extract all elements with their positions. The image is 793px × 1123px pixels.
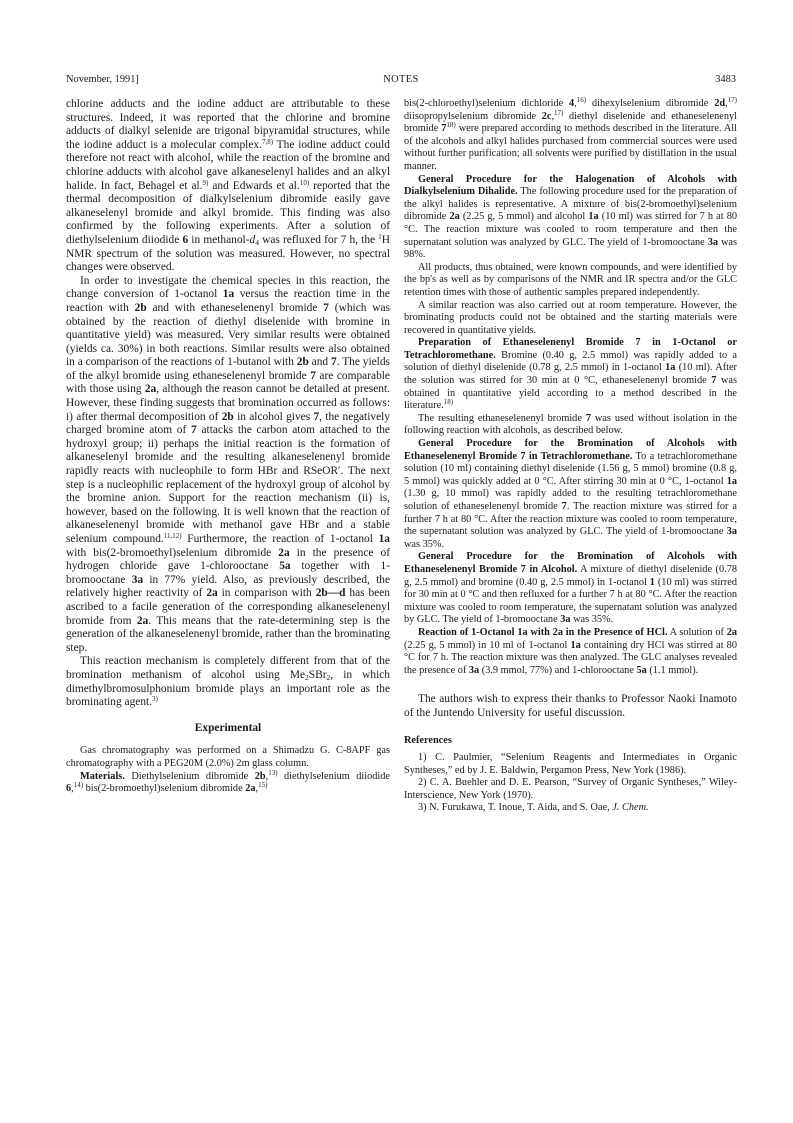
bold-text: 2b — [254, 770, 266, 782]
bold-text: 7 — [313, 410, 320, 423]
bold-text: 2c — [541, 110, 552, 122]
reference-item: 2) C. A. Buehler and D. E. Pearson, “Survey of Organic Syntheses,” Wiley-Interscience, New York (1970). — [404, 777, 737, 801]
header-section: NOTES — [383, 74, 419, 85]
superscript: 14) — [73, 781, 84, 790]
bold-text: 5a — [279, 560, 291, 573]
bold-text: 6 — [182, 233, 189, 246]
bold-text: Materials. — [80, 770, 125, 782]
bold-text: 1a — [570, 639, 581, 651]
bold-text: 7 — [441, 123, 447, 135]
paragraph: General Procedure for the Bromination of Alcohols with Ethaneselenenyl Bromide 7 in Tetrachloromethane. To a tetrachloromethane solution (10 ml) containing diethyl diselenide (1.56 g, 5 mmol) bromine (0.8 g, 5 mmol) was quickly added at 0 °C. After stirring 30 min at 0 °C, 1-octanol 1a (1.30 g, 10 mmol) was rapidly added to the resulting tetrachloromethane solution of ethaneselenenyl bromide 7. The reaction mixture was stirred for a further 7 h at 80 °C. After the reaction mixture was cooled to room temperature, the supernatant solution was analyzed by GLC. The yield of 1-bromooctane 3a was 35%. — [404, 438, 737, 550]
subscript: 4 — [255, 237, 259, 247]
paragraph: chlorine adducts and the iodine adduct are attributable to these structures. Indeed, it was reported that the chlorine and bromine adducts of dialkyl selenide are trigonal bipyramidal structures, while the iodine adduct is a molecular complex.$^{7,8)}$ The iodine adduct could therefore not react with alcohol, while the reaction of the bromine and chlorine adducts with alcohol gave alkaneselenyl halides and an alkyl halide. In fact, Behagel et al.$^{9)}$ and Edwards et al.$^{10)}$ reported that the thermal decomposition of dialkylselenium dibromide easily gave alkaneselenyl bromide and alkyl bromide. This finding was also confirmed by the following experiments. After a solution of diethylselenium diiodide 6 in methanol-$d_4$ was refluxed for 7 h, the $^1$H NMR spectrum of the solution was measured. However, no spectral changes were observed. — [66, 98, 390, 274]
superscript: 11,12) — [163, 532, 182, 540]
bold-text: 2a — [206, 587, 218, 600]
paragraph: All products, thus obtained, were known compounds, and were identified by the bp's as well as by comparisons of the NMR and IR spectra and/or the GLC retention times with those of authentic samples prepared independently. — [404, 261, 737, 298]
paragraph: Reaction of 1-Octanol 1a with 2a in the Presence of HCl. A solution of 2a (2.25 g, 5 mmol) in 10 ml of 1-octanol 1a containing dry HCl was stirred at 80 °C for 7 h. The reaction mixture was then analyzed. The GLC analyses revealed the presence of 3a (3.9 mmol, 77%) and 1-chlorooctane 5a (1.1 mmol). — [404, 626, 738, 676]
section-title-experimental: Experimental — [194, 721, 262, 734]
bold-text: 2a — [144, 383, 157, 396]
bold-text: 2b — [296, 356, 309, 369]
bold-text: Reaction of 1-Octanol 1a with 2a in the Presence of HCl. — [418, 626, 668, 638]
subscript: 2 — [326, 672, 331, 682]
references-title: References — [404, 734, 452, 746]
bold-text: General Procedure for the Halogenation of Alcohols with Dialkylselenium Dihalide. — [404, 173, 737, 198]
paragraph: This reaction mechanism is completely different from that of the bromination methanism of alcohol using $Me_2SBr_2$, in which dimethylbromosulphonium bromide plays an important role as the brominating agent.$^{3)}$ — [66, 655, 390, 709]
superscript: 9) — [202, 178, 209, 187]
superscript: 18) — [443, 398, 454, 407]
bold-text: 6 — [66, 783, 72, 795]
bold-text: 1a — [726, 475, 737, 487]
superscript: 17) — [727, 96, 737, 104]
paragraph: In order to investigate the chemical species in this reaction, the change conversion of 1-octanol 1a versus the reaction time in the reaction with 2b and with ethaneselenenyl bromide 7 (which was obtained by the reaction of diethyl diselenide with bromine in quantitative yield) was measured. Very similar results were obtained (yields ca. 30%) in both reactions. Similar results were also obtained in a comparison of the reactions of 1-butanol with 2b and 7. The yields of the alkyl bromide using ethaneselenenyl bromide 7 are comparable with those using 2a, although the reason cannot be detailed at present. However, these finding suggests that bromination occurred as follows: i) after thermal decomposition of 2b in alcohol gives 7, the negatively charged bromine atom of 7 attacks the carbon atom attached to the hydroxyl group; ii) perhaps the initial reaction is the formation of alkaneselenyl bromide and the resulting alkaneselenenyl bromide rapidly reacts with nucleophile to form HBr and RSeOR′. The next step is a nucleophilic replacement of the hydroxyl group of alcohol by the bromine anion. Support for the reaction mechanism (ii) is, however, based on the following. It is well known that the reaction of alkaneselenenyl bromide with methanol gave HBr and a stable selenium compound.$^{11,12)}$ Furthermore, the reaction of 1-octanol 1a with bis(2-bromoethyl)selenium dibromide 2a in the presence of hydrogen chloride gave 1-chlorooctane 5a together with 1-bromooctane 3a in 77% yield. Also, as previously described, the relatively higher reactivity of 2a in comparison with 2b—d has been ascribed to a facile generation of the corresponding alkaneselenenyl bromide from 2a. This means that the rate-determining step is the generation of the alkaneselenenyl bromide, rather than the brominating step. — [66, 274, 390, 654]
superscript: 7,8) — [261, 137, 274, 146]
bold-text: 2a — [278, 546, 290, 559]
bold-text: 7 — [330, 356, 337, 369]
bold-text: 5a — [636, 664, 647, 676]
superscript: 16) — [576, 96, 587, 104]
paragraph: Materials. Diethylselenium dibromide 2b,$^{13)}$ diethylselenium diiodide 6,$^{14)}$ bis(2-bromoethyl)selenium dibromide 2a,$^{15)}$ — [66, 768, 391, 795]
bold-text: 4 — [569, 98, 575, 109]
bold-text: 1a — [665, 362, 676, 374]
bold-text: 7 — [323, 301, 329, 314]
bold-text: Preparation of Ethaneselenenyl Bromide 7 in 1-Octanol or Tetrachloromethane. — [404, 337, 737, 361]
bold-text: 1a — [378, 533, 390, 545]
bold-text: 3a — [726, 526, 737, 538]
running-head — [66, 74, 736, 88]
superscript: 15) — [258, 781, 268, 790]
paragraph: A similar reaction was also carried out at room temperature. However, the brominating products could not be obtained and the starting materials were recovered in quantitative yields. — [404, 299, 737, 336]
subscript: 2 — [305, 672, 309, 682]
bold-text: General Procedure for the Bromination of Alcohols with Ethaneselenenyl Bromide 7 in Alcohol. — [404, 551, 737, 575]
bold-text: 1 — [649, 576, 655, 588]
bold-text: 3a — [468, 664, 480, 676]
bold-text: 2a — [449, 211, 460, 223]
acknowledgment: The authors wish to express their thanks to Professor Naoki Inamoto of the Juntendo University for useful discussion. — [404, 693, 737, 719]
superscript: 1 — [378, 232, 382, 241]
bold-text: 1a — [222, 288, 235, 301]
left-column — [66, 98, 390, 796]
superscript: 3) — [152, 695, 158, 704]
superscript: 18) — [446, 121, 456, 130]
superscript: 17) — [554, 108, 564, 117]
superscript: 10) — [299, 178, 310, 187]
reference-item: 3) N. Furukawa, T. Inoue, T. Aida, and S. Oae, J. Chem. — [418, 802, 649, 814]
bold-text: 2b — [134, 301, 147, 314]
header-date: November, 1991] — [66, 74, 139, 85]
right-column — [404, 98, 737, 815]
bold-text: 3a — [707, 236, 719, 248]
bold-text: 7 — [310, 369, 316, 382]
header-page-number: 3483 — [715, 74, 736, 85]
bold-text: 3a — [131, 573, 144, 586]
paragraph: The resulting ethaneselenenyl bromide 7 was used without isolation in the following reaction with alcohols, as described below. — [404, 412, 737, 437]
bold-text: 1a — [588, 211, 599, 223]
bold-text: 7 — [561, 501, 567, 512]
bold-text: 2b — [221, 410, 234, 423]
bold-text: 7 — [191, 424, 197, 437]
bold-text: 2a — [726, 626, 738, 638]
italic-text: J. Chem. — [612, 802, 649, 814]
paragraph: Preparation of Ethaneselenenyl Bromide 7 in 1-Octanol or Tetrachloromethane. Bromine (0.40 g, 2.5 mmol) was rapidly added to a solution of diethyl diselenide (0.78 g, 2.5 mmol) in 1-octanol 1a (10 ml). After the solution was stirred for 30 min at 0 °C, ethaneselenenyl bromide 7 was obtained in quantitative yield according to a method described in the literature.$^{18)}$ — [404, 337, 737, 412]
bold-text: 2a — [136, 614, 149, 627]
superscript: 13) — [268, 768, 278, 777]
bold-text: General Procedure for the Bromination of Alcohols with Ethaneselenenyl Bromide 7 in Tetrachloromethane. — [404, 438, 737, 462]
paragraph: bis(2-chloroethyl)selenium dichloride 4,$^{16)}$ dihexylselenium dibromide 2d,$^{17)}$ diisopropylselenium dibromide 2c,$^{17)}$ diethyl diselenide and ethaneselenenyl bromide 7$^{18)}$ were prepared according to methods described in the literature. All of the alcohols and alkyl halides purchased from commercial sources were used without further purification; all solvents were purified by distillation in the usual manner. — [404, 96, 738, 172]
paragraph: General Procedure for the Halogenation of Alcohols with Dialkylselenium Dihalide. The following procedure used for the preparation of the alkyl halides is representative. A mixture of bis(2-bromoethyl)selenium dibromide 2a (2.25 g, 5 mmol) and alcohol 1a (10 ml) was stirred for 7 h at 80 °C. The reaction mixture was cooled to room temperature and then the supernatant solution was analyzed by GLC. The yield of 1-bromooctane 3a was 98%. — [404, 173, 738, 261]
bold-text: 2a — [245, 783, 256, 795]
paragraph: Gas chromatography was performed on a Shimadzu G. C-8APF gas chromatography with a PEG20M (2.0%) 2m glass column. — [66, 745, 390, 769]
reference-item: 1) C. Paulmier, “Selenium Reagents and Intermediates in Organic Syntheses,” ed by J. E. Baldwin, Pergamon Press, New York (1986). — [404, 752, 737, 776]
italic-text: d — [249, 233, 256, 246]
bold-text: 7 — [711, 375, 717, 387]
bold-text: 3a — [560, 614, 571, 626]
bold-text: 2b—d — [315, 587, 346, 600]
bold-text: 7 — [585, 412, 591, 424]
paragraph: General Procedure for the Bromination of Alcohols with Ethaneselenenyl Bromide 7 in Alcohol. A mixture of diethyl diselenide (0.78 g, 2.5 mmol) and bromine (0.40 g, 2.5 mmol) in 1-octanol 1 (10 ml) was stirred for 30 min at 0 °C and then refluxed for a further 7 h at 80 °C. After the reaction mixture was cooled to room temperature, the supernatant solution was analyzed by GLC. The yield of 1-bromooctane 3a was 35%. — [404, 551, 737, 626]
bold-text: 2d — [714, 98, 726, 109]
